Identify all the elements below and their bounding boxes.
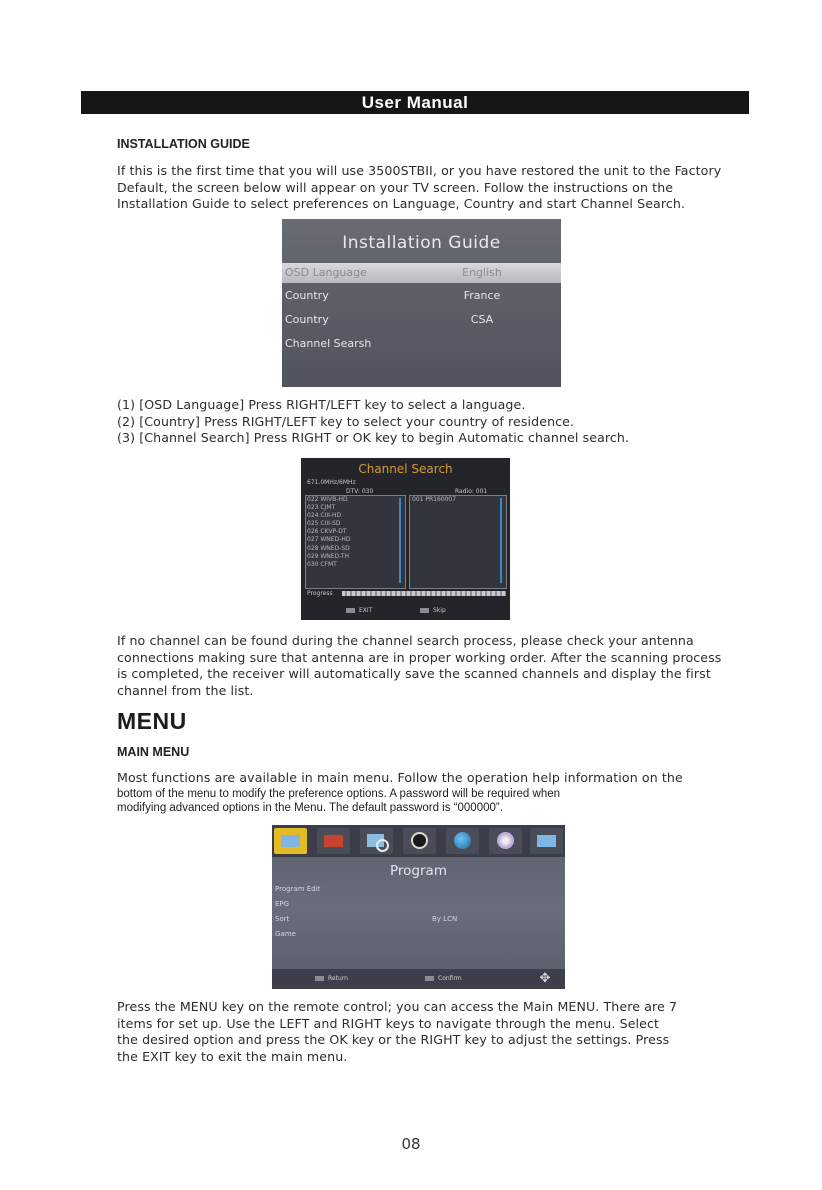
key-icon [420,608,429,613]
channel-search-icon [360,828,393,854]
program-icon [274,828,307,854]
screen-title: Channel Search [358,462,453,476]
step-2: (2) [Country] Press RIGHT/LEFT key to select your country of residence. [117,413,575,429]
radio-count: Radio: 001 [455,488,488,495]
radio-list-box [409,495,507,589]
system-icon [489,828,522,854]
menu-item-sort: Sort [275,915,290,923]
installation-steps [117,397,629,447]
dtv-count: DTV: 030 [346,488,374,495]
tv-channel-list [307,496,351,569]
osd-language-row: OSD Language English [282,263,561,283]
channel-search-row: Channel Searsh [285,337,372,350]
screen-title: Program [390,863,447,879]
step-1: (1) [OSD Language] Press RIGHT/LEFT key to select a language. [117,397,526,412]
menu-item-program-edit: Program Edit [275,885,321,893]
progress-track [342,591,506,596]
list-item: 022 WIVB-HD [307,496,348,503]
menu-item-epg: EPG [275,900,290,908]
list-item: 001 PR160007 [412,496,457,503]
sort-value: By LCN [432,915,458,923]
skip-hint: Skip [420,607,446,614]
channel-note: If no channel can be found during the channel search process, please check your antenna connections making sure that antenna are in proper working order. After the scanning process is completed, the receiver will automatically save the scanned channels and display the first channel from the list. [117,633,722,698]
screen-title: Installation Guide [342,233,501,253]
tv-scrollbar [399,498,401,583]
progress-label: Progress [307,590,333,597]
frequency: 671.0MHz/6MHz [307,479,356,486]
menu-footer [272,969,565,989]
exit-hint: EXIT [346,607,372,614]
installation-guide-screenshot [282,219,561,387]
list-item: 029 WNED-TH [307,552,349,560]
menu-intro: Most functions are available in main menu. Follow the operation help information on the bottom of the menu to modify the preference options. A password will be required when modifying advanced options in the Menu. The default password is “000000”. [117,770,683,814]
navigation-arrows-icon: ✥ [539,971,551,986]
list-item: 028 WNED-SD [307,544,350,552]
list-item: 024 CIII-HD [307,512,342,520]
main-menu-heading: MAIN MENU [117,745,190,759]
country-row-2: Country CSA [285,313,494,326]
progress-fill [342,591,506,596]
menu-heading: MENU [117,708,187,734]
list-item: 030 CFMT [307,560,337,568]
installation-intro: If this is the first time that you will use 3500STBII, or you have restored the unit to the Factory Default, the screen below will appear on your TV screen. Follow the instructions on the Installation Guide to select preferences on Language, Country and start Channel Search. [117,163,722,211]
list-item: 025 CIII-SD [307,520,341,528]
picture-icon [317,828,350,854]
list-item: 023 CJMT [307,504,336,512]
radio-scrollbar [500,498,502,583]
main-menu-screenshot [272,825,565,989]
menu-outro: Press the MENU key on the remote control; you can access the Main MENU. There are 7 items for set up. Use the LEFT and RIGHT keys to navigate through the menu. Select the desired option and press the OK key or the RIGHT key to adjust the settings. Press the EXIT key to exit the main menu. [117,999,678,1064]
confirm-hint: Confirm [425,975,462,982]
key-icon [346,608,355,613]
channel-search-screenshot [301,458,510,620]
list-item: 027 WNED-HD [307,536,351,544]
key-icon [425,976,434,981]
menu-item-game: Game [275,930,296,938]
usb-icon [530,828,563,854]
list-item: 026 CKVP-DT [307,528,347,536]
radio-channel-list [412,496,456,504]
time-icon [403,828,436,854]
key-icon [315,976,324,981]
step-3: (3) [Channel Search] Press RIGHT or OK key to begin Automatic channel search. [117,430,630,445]
manual-banner: User Manual [81,91,749,114]
page-number: 08 [401,1135,421,1153]
installation-heading: INSTALLATION GUIDE [117,137,250,151]
country-row: Country France [285,289,501,302]
return-hint: Return [315,975,348,982]
option-icon [446,828,479,854]
